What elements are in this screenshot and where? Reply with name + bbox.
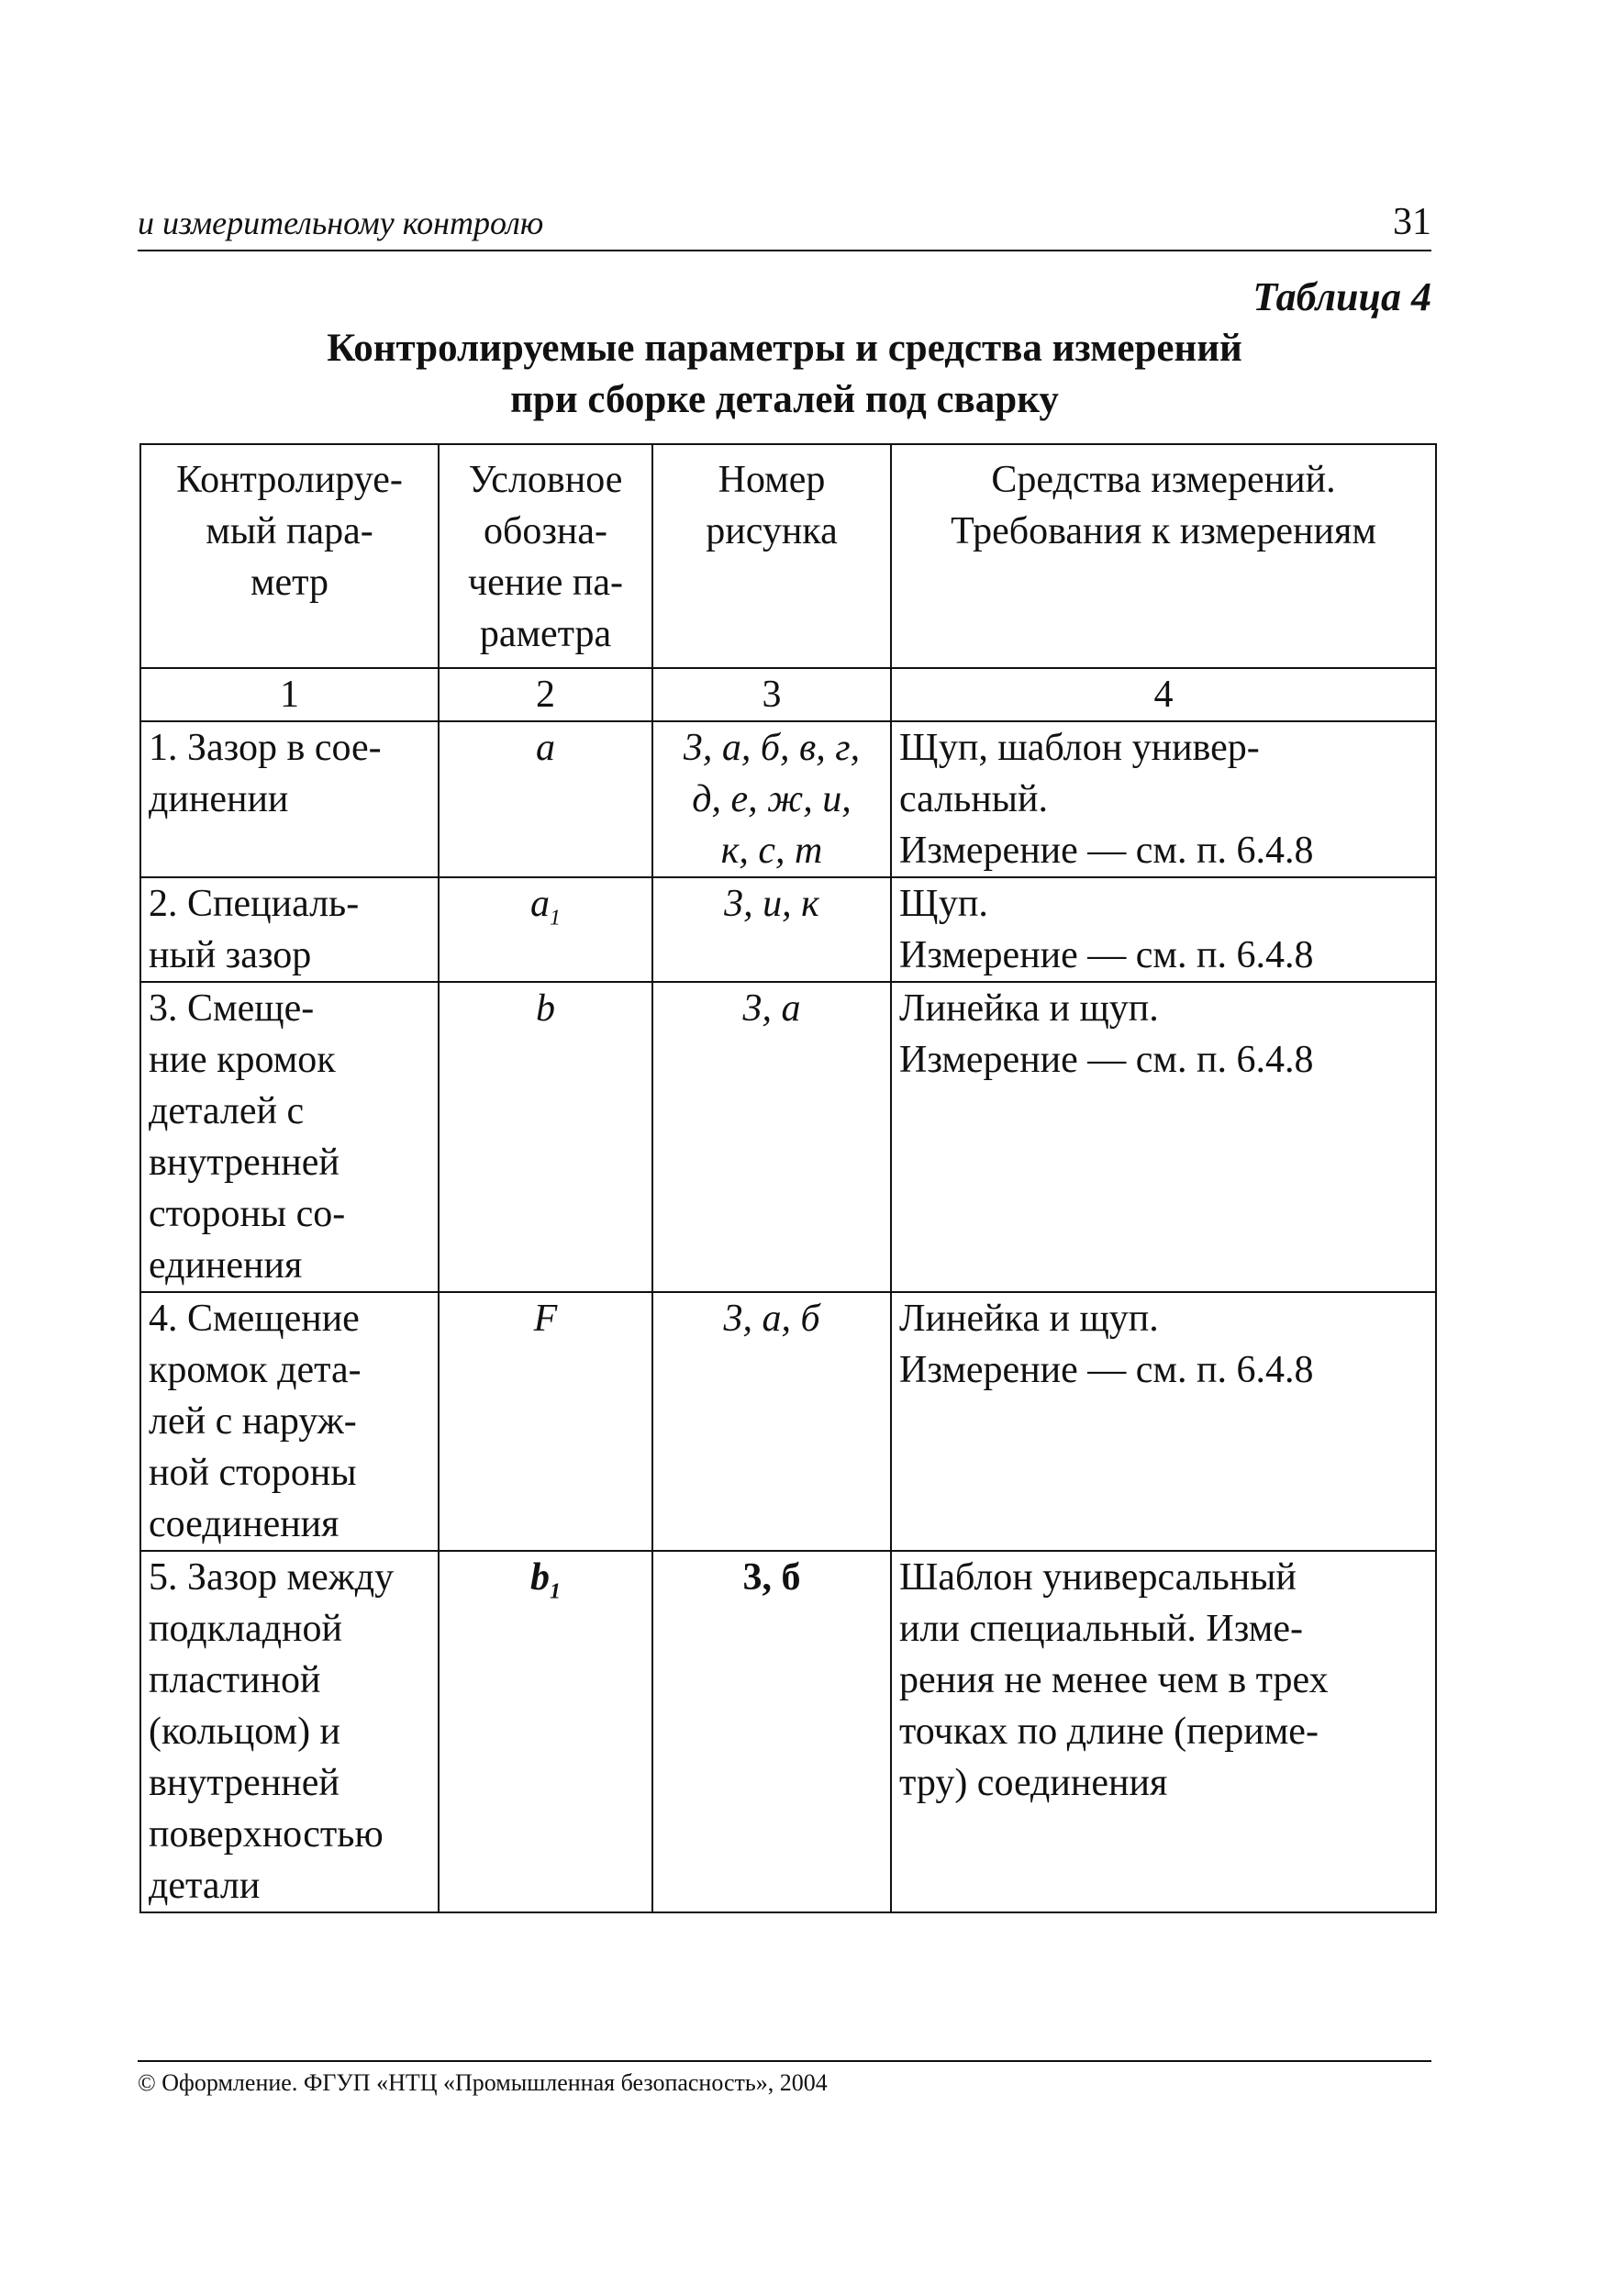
means-cell: Линейка и щуп. Измерение — см. п. 6.4.8: [891, 982, 1436, 1292]
symbol-subscript: 1: [550, 1579, 561, 1604]
means-cell: Шаблон универсальный или специальный. Изме- рения не менее чем в трех точках по длине (периме- тру) соединения: [891, 1551, 1436, 1912]
table-title-line: при сборке деталей под сварку: [510, 378, 1059, 421]
column-header-param: Контролируе- мый пара- метр: [140, 444, 439, 668]
symbol-cell: b: [439, 982, 652, 1292]
param-cell: 3. Смеще- ние кромок деталей с внутренней стороны со- единения: [140, 982, 439, 1292]
column-number-row: [140, 668, 1436, 721]
figure-cell: 3, а, б, в, г, д, е, ж, и, к, с, т: [652, 721, 891, 877]
table-row: [140, 721, 1436, 877]
means-cell: Линейка и щуп. Измерение — см. п. 6.4.8: [891, 1292, 1436, 1551]
figure-cell: 3, а, б: [652, 1292, 891, 1551]
footer-divider: [138, 2060, 1431, 2062]
table-row: [140, 1292, 1436, 1551]
param-cell: 5. Зазор между подкладной пластиной (кольцом) и внутренней поверхностью детали: [140, 1551, 439, 1912]
symbol-cell: [439, 877, 652, 982]
column-number: 4: [891, 668, 1436, 721]
footer-copyright: © Оформление. ФГУП «НТЦ «Промышленная безопасность», 2004: [138, 2069, 828, 2096]
running-header-title: и измерительному контролю: [138, 205, 544, 241]
column-number: 3: [652, 668, 891, 721]
table-title: [138, 323, 1431, 426]
symbol-cell: [439, 1551, 652, 1912]
table-label: Таблица 4: [1252, 274, 1431, 319]
symbol-cell: a: [439, 721, 652, 877]
symbol-text: a: [530, 883, 550, 925]
column-header-figure: Номер рисунка: [652, 444, 891, 668]
column-header-means: Средства измерений. Требования к измерениям: [891, 444, 1436, 668]
figure-cell: 3, а: [652, 982, 891, 1292]
table-row: [140, 1551, 1436, 1912]
column-number: 2: [439, 668, 652, 721]
table-header-row: [140, 444, 1436, 668]
running-header: [138, 201, 1431, 251]
column-header-symbol: Условное обозна- чение па- раметра: [439, 444, 652, 668]
means-cell: Щуп, шаблон универ- сальный. Измерение — см. п. 6.4.8: [891, 721, 1436, 877]
column-number: 1: [140, 668, 439, 721]
symbol-text: b: [530, 1556, 550, 1599]
table-row: [140, 982, 1436, 1292]
means-cell: Щуп. Измерение — см. п. 6.4.8: [891, 877, 1436, 982]
figure-cell: 3, б: [652, 1551, 891, 1912]
figure-cell: 3, и, к: [652, 877, 891, 982]
table-row: [140, 877, 1436, 982]
page-number: 31: [1393, 201, 1431, 243]
param-cell: 1. Зазор в сое- динении: [140, 721, 439, 877]
param-cell: 2. Специаль- ный зазор: [140, 877, 439, 982]
symbol-cell: F: [439, 1292, 652, 1551]
table-title-line: Контролируемые параметры и средства измерений: [327, 327, 1242, 370]
parameters-table: [139, 443, 1437, 1913]
param-cell: 4. Смещение кромок дета- лей с наруж- ной стороны соединения: [140, 1292, 439, 1551]
symbol-subscript: 1: [550, 906, 561, 931]
